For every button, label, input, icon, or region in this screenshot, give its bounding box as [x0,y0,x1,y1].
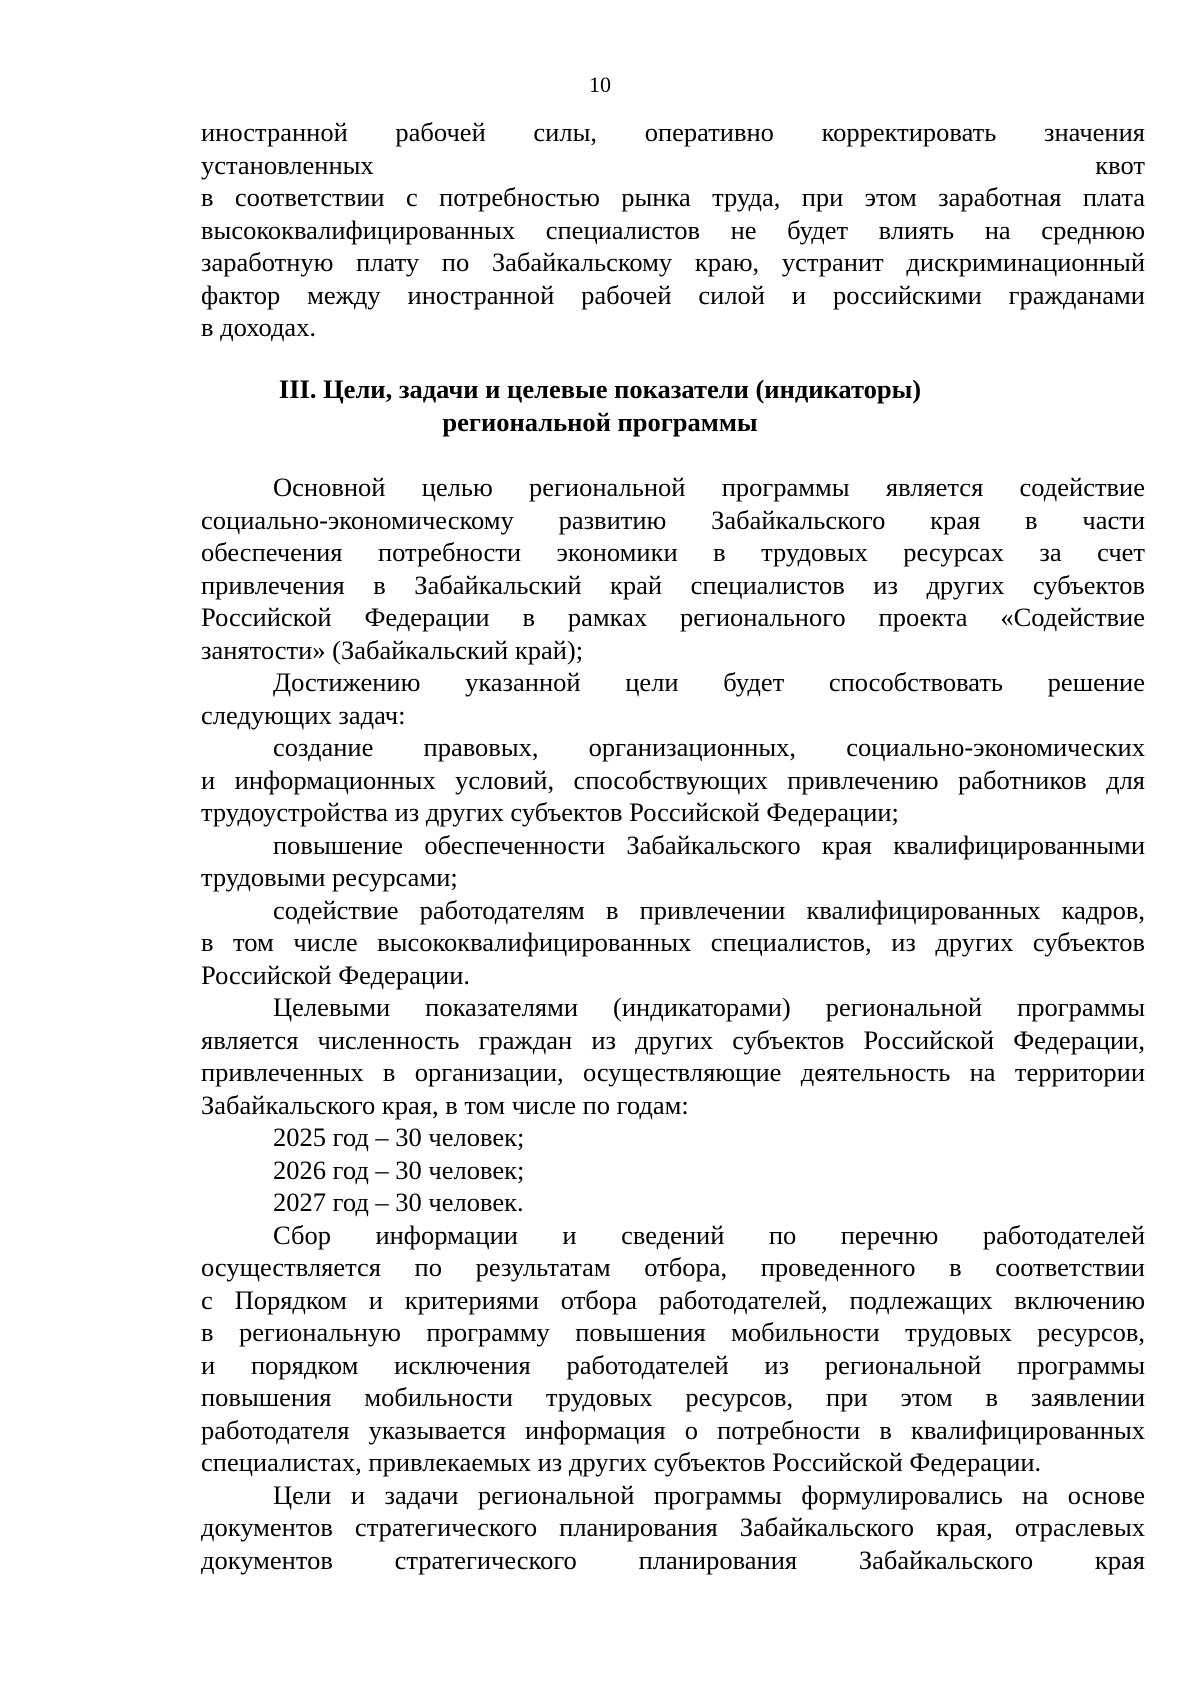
text-line: документов стратегического планирования Забайкальского края, отраслевых [201,1512,1145,1542]
text-line: Целевыми показателями (индикаторами) региональной программы [273,992,1145,1022]
text-line: в региональную программу повышения мобильности трудовых ресурсов, [201,1317,1145,1347]
text-line: и информационных условий, способствующих привлечению работников для [201,764,1145,795]
text-line: в доходах. [201,312,317,342]
text-line: иностранной рабочей силы, оперативно корректировать значения [201,117,1145,147]
text-line: специалистах, привлекаемых из других субъектов Российской Федерации. [201,1447,1042,1477]
text-line: 2026 год – 30 человек; [273,1154,525,1185]
text-line: привлеченных в организации, осуществляющие деятельность на территории [201,1057,1145,1087]
text-line: фактор между иностранной рабочей силой и российскими гражданами [201,279,1145,310]
text-line: привлечения в Забайкальский край специалистов из других субъектов [201,569,1145,600]
text-line: создание правовых, организационных, социально-экономических [273,732,1145,762]
section-heading-line: региональной программы [442,407,758,437]
page-number: 10 [589,72,611,97]
section-heading-line: III. Цели, задачи и целевые показатели (индикаторы) [278,374,922,404]
text-line: трудоустройства из других субъектов Российской Федерации; [201,797,899,827]
text-line: Забайкальского края, в том числе по годам: [201,1089,689,1120]
text-line: Основной целью региональной программы является содействие [273,472,1145,502]
text-line: заработную плату по Забайкальскому краю, устранит дискриминационный [201,247,1145,277]
text-line: повышения мобильности трудовых ресурсов, при этом в заявлении [201,1382,1145,1412]
text-line: Цели и задачи региональной программы формулировались на основе [273,1479,1145,1510]
text-line: Достижению указанной цели будет способствовать решение [273,667,1145,697]
text-line: следующих задач: [201,699,406,730]
text-line: работодателя указывается информация о потребности в квалифицированных [201,1414,1145,1445]
text-line: содействие работодателям в привлечении квалифицированных кадров, [273,894,1145,925]
text-line: Российской Федерации в рамках регионального проекта «Содействие [201,602,1145,632]
text-line: осуществляется по результатам отбора, проведенного в соответствии [201,1252,1145,1282]
text-line: Российской Федерации. [201,959,470,990]
text-line: высококвалифицированных специалистов не будет влиять на среднюю [201,214,1145,245]
section-heading [0,373,1200,439]
text-line: в том числе высококвалифицированных специалистов, из других субъектов [201,927,1145,957]
text-line: в соответствии с потребностью рынка труда, при этом заработная плата [201,182,1145,212]
text-line: занятости» (Забайкальский край); [201,634,584,665]
text-line: является численность граждан из других субъектов Российской Федерации, [201,1024,1145,1055]
text-line: трудовыми ресурсами; [201,862,458,892]
text-line: повышение обеспеченности Забайкальского края квалифицированными [273,829,1145,860]
text-line: Сбор информации и сведений по перечню работодателей [273,1219,1145,1250]
section-body [201,471,1145,1576]
text-line: и порядком исключения работодателей из региональной программы [201,1349,1145,1380]
text-line: установленных квот [201,149,1145,180]
text-line: 2025 год – 30 человек; [273,1122,525,1152]
text-line: с Порядком и критериями отбора работодателей, подлежащих включению [201,1284,1145,1315]
text-line: обеспечения потребности экономики в трудовых ресурсах за счет [201,537,1145,567]
text-line: социально-экономическому развитию Забайкальского края в части [201,504,1145,535]
text-line: 2027 год – 30 человек. [273,1187,524,1217]
intro-paragraph [201,116,1145,344]
text-line: документов стратегического планирования Забайкальского края [201,1544,1145,1575]
